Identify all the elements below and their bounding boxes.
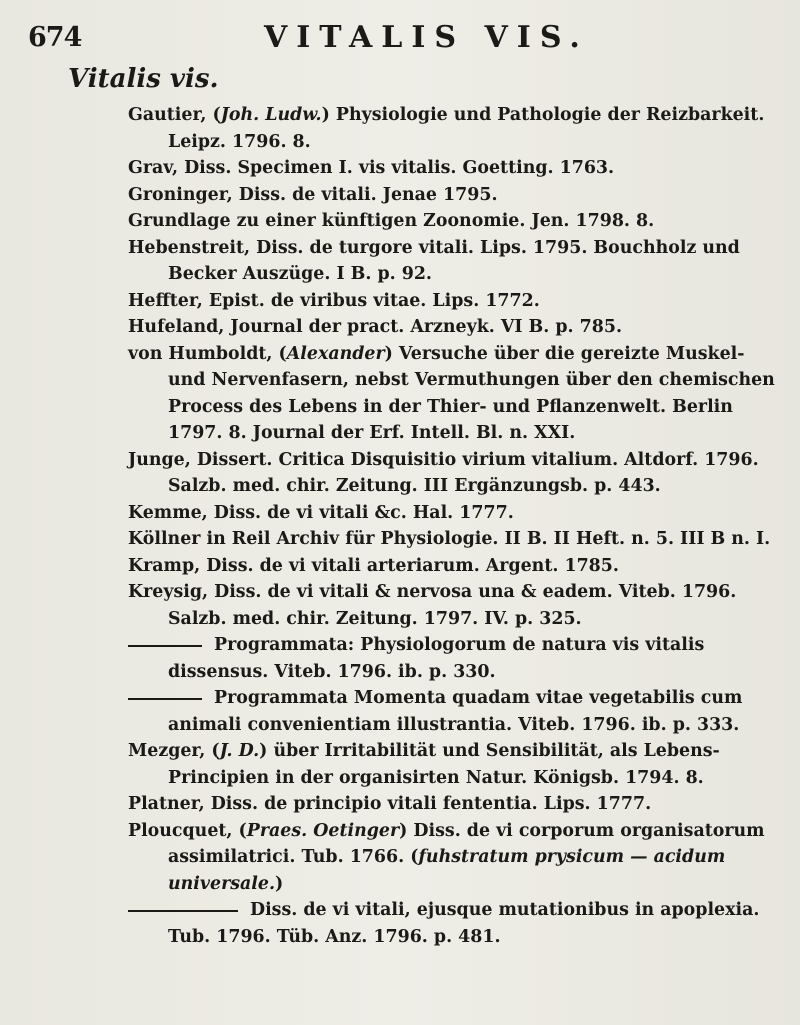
bibliography-entry xyxy=(128,447,778,500)
entry-text: Programmata Momenta quadam vitae vegetabilis cum animali convenientiam illustrantia. Viteb. 1796. ib. p. 333. xyxy=(168,688,743,735)
running-title: VITALIS VIS. xyxy=(264,20,589,55)
section-title: Vitalis vis. xyxy=(68,64,219,94)
bibliography-entry xyxy=(128,553,778,580)
entry-text: Ploucquet, ( xyxy=(128,820,247,841)
ditto-dash xyxy=(128,698,202,700)
entry-text: Hufeland, Journal der pract. Arzneyk. VI B. p. 785. xyxy=(128,317,622,337)
bibliography-entry xyxy=(128,818,778,898)
entry-text: ) über Irritabilität und Sensibilität, als Lebens-Principien in der organisirten Natur. Königsb. 1794. 8. xyxy=(168,741,720,788)
bibliography-entry xyxy=(128,526,778,553)
entry-text: Praes. xyxy=(246,820,308,841)
entry-text: Gautier, ( xyxy=(128,105,221,125)
bibliography-entry xyxy=(128,208,778,235)
ditto-dash xyxy=(128,910,238,912)
entry-text: Köllner in Reil Archiv für Physiologie. II B. II Heft. n. 5. III B n. I. xyxy=(128,529,771,549)
entry-text: Junge, Dissert. Critica Disquisitio virium vitalium. Altdorf. 1796. Salzb. med. chir. Zeitung. III Ergänzungsb. p. 443. xyxy=(128,449,759,496)
entry-text: Programmata: Physiologorum de natura vis vitalis dissensus. Viteb. 1796. ib. p. 330. xyxy=(168,635,705,682)
entry-text: Diss. de vi vitali, ejusque mutationibus in apoplexia. Tub. 1796. Tüb. Anz. 1796. p. 481. xyxy=(168,900,760,947)
entry-text: Kemme, Diss. de vi vitali &c. Hal. 1777. xyxy=(128,502,514,523)
bibliography-entry xyxy=(128,897,778,950)
entry-text: Platner, Diss. de principio vitali fententia. Lips. 1777. xyxy=(128,794,652,814)
ditto-dash xyxy=(128,645,202,647)
entry-text: Hebenstreit, Diss. de turgore vitali. Lips. 1795. Bouchholz und Becker Auszüge. I B. p. 92. xyxy=(128,237,740,284)
bibliography-entry xyxy=(128,500,778,527)
page-header xyxy=(28,18,768,58)
entry-text: Joh. Ludw. xyxy=(220,105,322,125)
bibliography-entry xyxy=(128,579,778,632)
bibliography-list xyxy=(128,102,778,950)
bibliography-entry xyxy=(128,632,778,685)
bibliography-entry xyxy=(128,341,778,447)
entry-text: fuhstratum prysicum — acidum universale. xyxy=(168,847,726,894)
entry-text: Kreysig, Diss. de vi vitali & nervosa una & eadem. Viteb. 1796. Salzb. med. chir. Zeitung. 1797. IV. p. 325. xyxy=(128,582,737,629)
entry-text: J. D. xyxy=(219,741,260,761)
entry-text: ) Versuche über die gereizte Muskel- und Nervenfasern, nebst Vermuthungen über den chemischen Process des Lebens in der Thier- und Pflanzenwelt. Berlin 1797. 8. Journal der Erf. Intell. Bl. n. XXI. xyxy=(168,343,775,443)
entry-text: Grundlage zu einer künftigen Zoonomie. Jen. 1798. 8. xyxy=(128,211,655,231)
bibliography-entry xyxy=(128,155,778,182)
entry-text: von Humboldt, ( xyxy=(128,343,287,364)
page-number: 674 xyxy=(28,22,82,53)
entry-text: Kramp, Diss. de vi vitali arteriarum. Argent. 1785. xyxy=(128,555,619,576)
entry-text: Grav, Diss. Specimen I. vis vitalis. Goetting. 1763. xyxy=(128,158,615,178)
bibliography-entry xyxy=(128,685,778,738)
entry-text: Alexander xyxy=(286,343,385,364)
entry-text: Heffter, Epist. de viribus vitae. Lips. 1772. xyxy=(128,290,540,311)
entry-text: Oetinger xyxy=(313,820,400,841)
entry-text: ) Physiologie und Pathologie der Reizbarkeit. Leipz. 1796. 8. xyxy=(168,105,765,152)
bibliography-entry xyxy=(128,738,778,791)
bibliography-entry xyxy=(128,102,778,155)
entry-text: Groninger, Diss. de vitali. Jenae 1795. xyxy=(128,184,498,205)
entry-text: ) xyxy=(275,873,284,894)
bibliography-entry xyxy=(128,235,778,288)
bibliography-entry xyxy=(128,182,778,209)
bibliography-entry xyxy=(128,791,778,818)
entry-text: ) Diss. de vi corporum organisatorum assimilatrici. Tub. 1766. ( xyxy=(168,820,765,867)
bibliography-entry xyxy=(128,288,778,315)
entry-text: Mezger, ( xyxy=(128,741,220,761)
bibliography-entry xyxy=(128,314,778,341)
